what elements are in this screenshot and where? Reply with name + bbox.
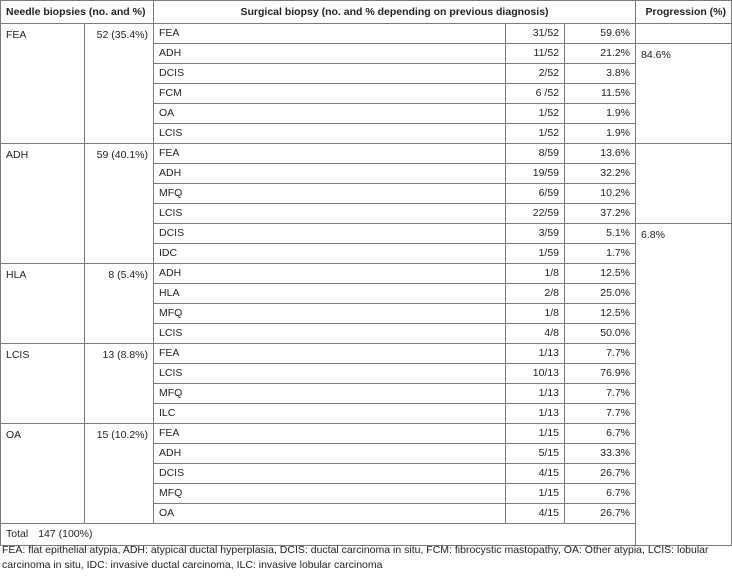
dx-cell: MFQ [154,484,506,504]
count-cell: 6 /52 [506,84,565,104]
count-cell: 1/52 [506,104,565,124]
pct-cell: 59.6% [565,24,636,44]
pct-cell: 5.1% [565,224,636,244]
dx-cell: FEA [154,144,506,164]
dx-cell: FCM [154,84,506,104]
table-row [1,264,732,284]
pct-cell: 26.7% [565,504,636,524]
count-cell: 4/8 [506,324,565,344]
pct-cell: 6.7% [565,484,636,504]
dx-cell: LCIS [154,324,506,344]
pct-cell: 7.7% [565,384,636,404]
count-cell: 31/52 [506,24,565,44]
pct-cell: 1.7% [565,244,636,264]
pct-cell: 21.2% [565,44,636,64]
dx-cell: FEA [154,424,506,444]
dx-cell: IDC [154,244,506,264]
group-name-oa: OA [1,424,85,524]
group-name-fea: FEA [1,24,85,144]
table-footnote: FEA: flat epithelial atypia, ADH: atypical ductal hyperplasia, DCIS: ductal carcinoma in situ, FCM: fibrocystic mastopathy, OA: Other atypia, LCIS: lobular carcinoma in situ, IDC: invasive ductal carcinoma, ILC: invasive lobular carcinoma [2,544,709,571]
dx-cell: ADH [154,264,506,284]
count-cell: 1/59 [506,244,565,264]
count-cell: 3/59 [506,224,565,244]
pct-cell: 7.7% [565,344,636,364]
count-cell: 8/59 [506,144,565,164]
table-row [1,144,732,164]
table-row [1,24,732,44]
pct-cell: 33.3% [565,444,636,464]
dx-cell: LCIS [154,204,506,224]
dx-cell: DCIS [154,224,506,244]
count-cell: 1/15 [506,424,565,444]
group-count-oa: 15 (10.2%) [85,424,154,524]
dx-cell: HLA [154,284,506,304]
progression-fea: 84.6% [636,44,732,144]
group-name-hla: HLA [1,264,85,344]
dx-cell: DCIS [154,64,506,84]
group-count-fea: 52 (35.4%) [85,24,154,144]
count-cell: 11/52 [506,44,565,64]
total-value: 147 (100%) [38,528,93,540]
pct-cell: 37.2% [565,204,636,224]
group-count-hla: 8 (5.4%) [85,264,154,344]
count-cell: 1/13 [506,384,565,404]
pct-cell: 6.7% [565,424,636,444]
count-cell: 6/59 [506,184,565,204]
pct-cell: 3.8% [565,64,636,84]
pct-cell: 25.0% [565,284,636,304]
dx-cell: LCIS [154,364,506,384]
dx-cell: ADH [154,44,506,64]
dx-cell: MFQ [154,184,506,204]
count-cell: 1/52 [506,124,565,144]
progression-empty-cell [636,24,732,44]
pct-cell: 1.9% [565,104,636,124]
needle-biopsies-header: Needle biopsies (no. and %) [1,1,154,24]
dx-cell: ADH [154,444,506,464]
pct-cell: 10.2% [565,184,636,204]
pct-cell: 13.6% [565,144,636,164]
count-cell: 2/8 [506,284,565,304]
dx-cell: OA [154,504,506,524]
count-cell: 1/8 [506,264,565,284]
count-cell: 4/15 [506,464,565,484]
group-name-adh: ADH [1,144,85,264]
count-cell: 19/59 [506,164,565,184]
count-cell: 1/13 [506,344,565,364]
dx-cell: FEA [154,24,506,44]
dx-cell: OA [154,104,506,124]
dx-cell: ILC [154,404,506,424]
dx-cell: LCIS [154,124,506,144]
count-cell: 1/15 [506,484,565,504]
pct-cell: 1.9% [565,124,636,144]
dx-cell: ADH [154,164,506,184]
dx-cell: FEA [154,344,506,364]
pct-cell: 12.5% [565,304,636,324]
pct-cell: 12.5% [565,264,636,284]
pct-cell: 11.5% [565,84,636,104]
group-count-lcis: 13 (8.8%) [85,344,154,424]
table-row [1,424,732,444]
group-count-adh: 59 (40.1%) [85,144,154,264]
pct-cell: 50.0% [565,324,636,344]
dx-cell: MFQ [154,384,506,404]
pct-cell: 26.7% [565,464,636,484]
progression-empty-cell [636,144,732,224]
group-name-lcis: LCIS [1,344,85,424]
progression-header: Progression (%) [636,1,732,24]
pct-cell: 7.7% [565,404,636,424]
total-label: Total [6,528,29,540]
pct-cell: 32.2% [565,164,636,184]
count-cell: 2/52 [506,64,565,84]
count-cell: 1/8 [506,304,565,324]
dx-cell: DCIS [154,464,506,484]
count-cell: 1/13 [506,404,565,424]
count-cell: 5/15 [506,444,565,464]
table-row [1,344,732,364]
pct-cell: 76.9% [565,364,636,384]
surgical-biopsy-header: Surgical biopsy (no. and % depending on previous diagnosis) [154,1,636,24]
progression-adh: 6.8% [636,224,732,546]
header-row [1,1,732,24]
dx-cell: MFQ [154,304,506,324]
count-cell: 10/13 [506,364,565,384]
count-cell: 4/15 [506,504,565,524]
count-cell: 22/59 [506,204,565,224]
